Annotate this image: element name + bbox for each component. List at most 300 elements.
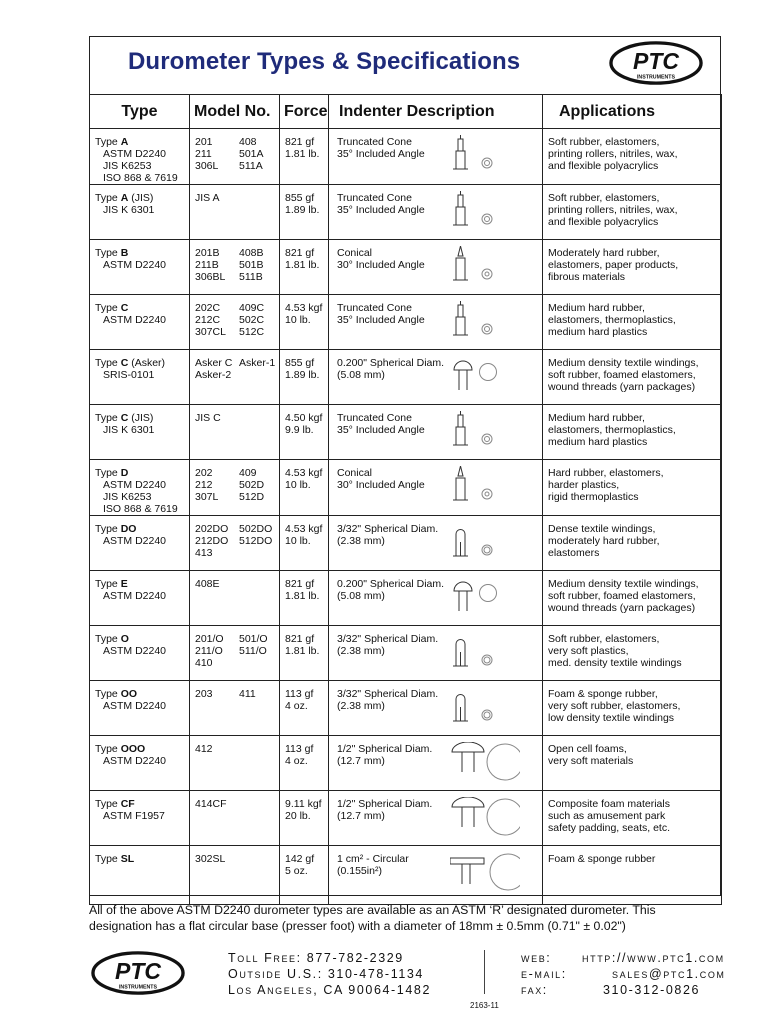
model-number: 502C: [239, 314, 265, 326]
applications-cell: [543, 460, 722, 516]
type-suffix: (JIS): [128, 192, 154, 204]
model-number: 408: [239, 136, 257, 148]
application-text: elastomers, paper products,: [548, 259, 679, 271]
type-cell: [90, 516, 190, 571]
model-number: 201B: [195, 247, 220, 259]
force-cell: [280, 295, 329, 350]
indenter-cell: [329, 129, 543, 185]
type-letter: E: [120, 578, 128, 590]
type-standard: ISO 868 & 7619: [103, 172, 178, 184]
application-text: Foam & sponge rubber,: [548, 688, 658, 700]
model-number: 414CF: [195, 798, 227, 810]
sphere-small-indenter-icon: [450, 632, 520, 676]
applications-cell: [543, 350, 722, 405]
footer-fax-label: fax:: [521, 983, 548, 997]
applications-cell: [543, 846, 722, 905]
ptc-logo-icon: [607, 40, 705, 86]
model-number: 502DO: [239, 523, 273, 535]
applications-cell: [543, 295, 722, 350]
type-letter: OOO: [120, 743, 146, 755]
indenter-cell: [329, 846, 543, 905]
sphere-small-indenter-icon: [450, 687, 520, 731]
applications-cell: [543, 185, 722, 240]
model-number: 512DO: [239, 535, 273, 547]
force-value: 821 gf: [285, 633, 315, 645]
indenter-description: 1/2" Spherical Diam.: [337, 798, 433, 810]
type-standard: ISO 868 & 7619: [103, 503, 178, 515]
application-text: rigid thermoplastics: [548, 491, 639, 503]
model-number: 203: [195, 688, 213, 700]
model-number: 409: [239, 467, 257, 479]
application-text: very soft rubber, elastomers,: [548, 700, 681, 712]
model-number: 512D: [239, 491, 265, 503]
force-cell: [280, 681, 329, 736]
type-prefix: Type: [95, 853, 121, 865]
table-header-row: [90, 95, 722, 129]
applications-cell: [543, 240, 722, 295]
force-value: 4.53 kgf: [285, 467, 323, 479]
force-cell: [280, 240, 329, 295]
model-cell: [190, 350, 280, 405]
astm-note: [89, 902, 729, 934]
model-number: 511B: [239, 271, 263, 283]
indenter-description: Truncated Cone: [337, 192, 412, 204]
type-letter: DO: [120, 523, 137, 535]
application-text: Medium hard rubber,: [548, 302, 645, 314]
sphere-large-indenter-icon: [450, 797, 520, 841]
type-prefix: Type: [95, 247, 121, 259]
type-name: [95, 743, 185, 755]
ptc-logo-icon: [89, 950, 187, 996]
model-number: 511A: [239, 160, 263, 172]
type-letter: A: [120, 192, 129, 204]
type-cell: [90, 681, 190, 736]
header-type: Type: [90, 95, 190, 129]
indenter-cell: [329, 571, 543, 626]
application-text: Open cell foams,: [548, 743, 627, 755]
force-value: 4 oz.: [285, 755, 308, 767]
force-value: 1.81 lb.: [285, 590, 320, 602]
type-cell: [90, 405, 190, 460]
type-cell: [90, 295, 190, 350]
application-text: wound threads (yarn packages): [548, 602, 696, 614]
application-text: Soft rubber, elastomers,: [548, 136, 660, 148]
table-row: [90, 405, 722, 460]
force-value: 821 gf: [285, 136, 315, 148]
truncated-cone-indenter-icon: [450, 191, 520, 235]
table-row: [90, 626, 722, 681]
force-cell: [280, 626, 329, 681]
model-number: 502D: [239, 479, 265, 491]
indenter-description: (2.38 mm): [337, 700, 385, 712]
type-name: [95, 523, 185, 535]
application-text: medium hard plastics: [548, 326, 648, 338]
force-value: 821 gf: [285, 247, 315, 259]
footer-fax-number: 310-312-0826: [603, 983, 701, 997]
indenter-description: Conical: [337, 467, 373, 479]
type-cell: [90, 571, 190, 626]
type-cell: [90, 240, 190, 295]
type-standard: JIS K6253: [103, 491, 152, 503]
application-text: med. density textile windings: [548, 657, 682, 669]
application-text: Hard rubber, elastomers,: [548, 467, 664, 479]
sphere-medium-indenter-icon: [450, 577, 520, 621]
type-name: [95, 192, 185, 204]
svg-text:INSTRUMENTS: INSTRUMENTS: [636, 74, 676, 81]
model-cell: [190, 681, 280, 736]
model-number: 306BL: [195, 271, 226, 283]
type-letter: A: [120, 136, 129, 148]
footer-web-label: web:: [521, 951, 552, 965]
table-row: [90, 846, 722, 905]
model-number: 212: [195, 479, 213, 491]
indenter-description: (5.08 mm): [337, 369, 385, 381]
model-cell: [190, 626, 280, 681]
applications-cell: [543, 129, 722, 185]
application-text: Soft rubber, elastomers,: [548, 633, 660, 645]
model-number: 211: [195, 148, 212, 160]
type-suffix: (Asker): [128, 357, 166, 369]
indenter-cell: [329, 736, 543, 791]
application-text: soft rubber, foamed elastomers,: [548, 590, 696, 602]
model-number: 410: [195, 657, 213, 669]
type-prefix: Type: [95, 467, 121, 479]
type-cell: [90, 736, 190, 791]
force-cell: [280, 736, 329, 791]
type-prefix: Type: [95, 192, 121, 204]
header-force: Force: [280, 95, 329, 129]
type-standard: JIS K 6301: [103, 204, 155, 216]
type-prefix: Type: [95, 412, 121, 424]
model-number: 306L: [195, 160, 219, 172]
type-standard: ASTM D2240: [103, 700, 167, 712]
table-row: [90, 295, 722, 350]
application-text: such as amusement park: [548, 810, 666, 822]
force-cell: [280, 846, 329, 905]
table-row: [90, 681, 722, 736]
force-cell: [280, 460, 329, 516]
force-value: 4 oz.: [285, 700, 308, 712]
model-number: 307CL: [195, 326, 226, 338]
indenter-description: Truncated Cone: [337, 302, 412, 314]
indenter-description: 30° Included Angle: [337, 259, 425, 271]
application-text: low density textile windings: [548, 712, 675, 724]
indenter-description: (2.38 mm): [337, 645, 385, 657]
indenter-description: (2.38 mm): [337, 535, 385, 547]
type-suffix: (JIS): [128, 412, 154, 424]
svg-text:PTC: PTC: [633, 47, 679, 74]
force-value: 4.53 kgf: [285, 523, 323, 535]
truncated-cone-indenter-icon: [450, 135, 520, 179]
type-prefix: Type: [95, 743, 121, 755]
indenter-description: (12.7 mm): [337, 755, 385, 767]
indenter-cell: [329, 185, 543, 240]
application-text: safety padding, seats, etc.: [548, 822, 670, 834]
model-number: 408E: [195, 578, 220, 590]
applications-cell: [543, 736, 722, 791]
table-row: [90, 516, 722, 571]
indenter-description: 35° Included Angle: [337, 424, 425, 436]
force-value: 20 lb.: [285, 810, 311, 822]
model-number: 409C: [239, 302, 265, 314]
model-number: 202C: [195, 302, 221, 314]
application-text: Foam & sponge rubber: [548, 853, 656, 865]
indenter-cell: [329, 791, 543, 846]
document-number: 2163-11: [470, 1001, 499, 1010]
force-value: 4.50 kgf: [285, 412, 323, 424]
type-standard: ASTM D2240: [103, 479, 167, 491]
footer-outside-us: Outside U.S.: 310-478-1134: [228, 967, 424, 981]
application-text: Medium density textile windings,: [548, 357, 699, 369]
type-letter: C: [120, 412, 129, 424]
force-value: 855 gf: [285, 357, 315, 369]
type-cell: [90, 626, 190, 681]
application-text: elastomers: [548, 547, 600, 559]
indenter-cell: [329, 516, 543, 571]
application-text: soft rubber, foamed elastomers,: [548, 369, 696, 381]
indenter-description: 35° Included Angle: [337, 148, 425, 160]
model-number: 408B: [239, 247, 264, 259]
type-prefix: Type: [95, 798, 121, 810]
type-name: [95, 247, 185, 259]
application-text: Dense textile windings,: [548, 523, 656, 535]
type-letter: C: [120, 357, 129, 369]
force-value: 1.89 lb.: [285, 204, 320, 216]
sphere-small-indenter-icon: [450, 522, 520, 566]
type-prefix: Type: [95, 357, 121, 369]
model-number: 411: [239, 688, 256, 700]
force-value: 5 oz.: [285, 865, 308, 877]
model-number: JIS A: [195, 192, 220, 204]
type-cell: [90, 846, 190, 905]
model-number: Asker C: [195, 357, 233, 369]
type-name: [95, 853, 185, 865]
application-text: elastomers, thermoplastics,: [548, 424, 676, 436]
force-value: 1.81 lb.: [285, 645, 320, 657]
indenter-description: (12.7 mm): [337, 810, 385, 822]
model-number: 211B: [195, 259, 219, 271]
indenter-description: 3/32" Spherical Diam.: [337, 688, 439, 700]
truncated-cone-indenter-icon: [450, 301, 520, 345]
type-name: [95, 357, 185, 369]
type-standard: ASTM D2240: [103, 645, 167, 657]
type-standard: ASTM F1957: [103, 810, 165, 822]
type-prefix: Type: [95, 633, 121, 645]
application-text: very soft materials: [548, 755, 634, 767]
model-cell: [190, 295, 280, 350]
force-value: 142 gf: [285, 853, 315, 865]
footer-email-label: e-mail:: [521, 967, 567, 981]
indenter-description: 0.200" Spherical Diam.: [337, 357, 445, 369]
model-cell: [190, 129, 280, 185]
force-cell: [280, 405, 329, 460]
header-indenter: Indenter Description: [329, 95, 543, 129]
table-row: [90, 185, 722, 240]
svg-text:INSTRUMENTS: INSTRUMENTS: [118, 984, 158, 991]
table-row: [90, 350, 722, 405]
type-standard: SRIS-0101: [103, 369, 155, 381]
application-text: Composite foam materials: [548, 798, 670, 810]
model-number: 501B: [239, 259, 264, 271]
type-letter: O: [120, 633, 129, 645]
model-cell: [190, 405, 280, 460]
application-text: Soft rubber, elastomers,: [548, 192, 660, 204]
model-number: Asker-1: [239, 357, 276, 369]
type-cell: [90, 185, 190, 240]
indenter-description: 3/32" Spherical Diam.: [337, 633, 439, 645]
force-value: 10 lb.: [285, 535, 311, 547]
application-text: and flexible polyacrylics: [548, 160, 659, 172]
sphere-large-indenter-icon: [450, 742, 520, 786]
type-name: [95, 578, 185, 590]
indenter-description: 1 cm² - Circular: [337, 853, 409, 865]
application-text: wound threads (yarn packages): [548, 381, 696, 393]
type-letter: SL: [120, 853, 135, 865]
model-number: 211/O: [195, 645, 223, 657]
note-line: designation has a flat circular base (presser foot) with a diameter of 18mm ± 0.5mm (0.71" ± 0.02"): [89, 919, 626, 933]
type-letter: CF: [120, 798, 135, 810]
application-text: fibrous materials: [548, 271, 626, 283]
type-name: [95, 302, 185, 314]
footer-toll-free: Toll Free: 877-782-2329: [228, 951, 404, 965]
durometer-spec-table: [89, 94, 722, 905]
application-text: and flexible polyacrylics: [548, 216, 659, 228]
table-row: [90, 460, 722, 516]
type-standard: ASTM D2240: [103, 259, 167, 271]
model-cell: [190, 791, 280, 846]
application-text: Medium hard rubber,: [548, 412, 645, 424]
indenter-description: 0.200" Spherical Diam.: [337, 578, 445, 590]
application-text: Moderately hard rubber,: [548, 247, 660, 259]
model-number: 302SL: [195, 853, 226, 865]
force-cell: [280, 350, 329, 405]
model-cell: [190, 185, 280, 240]
model-number: 212DO: [195, 535, 229, 547]
page-title: Durometer Types & Specifications: [128, 48, 521, 75]
force-cell: [280, 516, 329, 571]
application-text: harder plastics,: [548, 479, 620, 491]
type-cell: [90, 460, 190, 516]
force-value: 113 gf: [285, 743, 314, 755]
type-prefix: Type: [95, 136, 121, 148]
type-prefix: Type: [95, 688, 121, 700]
application-text: printing rollers, nitriles, wax,: [548, 204, 678, 216]
conical-indenter-icon: [450, 466, 520, 510]
applications-cell: [543, 681, 722, 736]
force-value: 4.53 kgf: [285, 302, 323, 314]
type-name: [95, 633, 185, 645]
model-cell: [190, 240, 280, 295]
force-value: 113 gf: [285, 688, 314, 700]
type-prefix: Type: [95, 523, 121, 535]
conical-indenter-icon: [450, 246, 520, 290]
type-prefix: Type: [95, 302, 121, 314]
model-cell: [190, 571, 280, 626]
footer-address: Los Angeles, CA 90064-1482: [228, 983, 432, 997]
indenter-description: Truncated Cone: [337, 412, 412, 424]
svg-text:PTC: PTC: [115, 957, 161, 984]
applications-cell: [543, 626, 722, 681]
type-letter: D: [120, 467, 129, 479]
header-applications: Applications: [543, 95, 722, 129]
model-number: 501/O: [239, 633, 268, 645]
application-text: elastomers, thermoplastics,: [548, 314, 676, 326]
type-prefix: Type: [95, 578, 121, 590]
type-cell: [90, 129, 190, 185]
application-text: very soft plastics,: [548, 645, 629, 657]
indenter-cell: [329, 295, 543, 350]
model-number: 413: [195, 547, 213, 559]
model-number: 512C: [239, 326, 265, 338]
type-standard: ASTM D2240: [103, 148, 167, 160]
table-row: [90, 129, 722, 185]
circular-base-indenter-icon: [450, 852, 520, 896]
force-cell: [280, 791, 329, 846]
model-number: 307L: [195, 491, 219, 503]
applications-cell: [543, 571, 722, 626]
table-row: [90, 791, 722, 846]
force-value: 9.9 lb.: [285, 424, 314, 436]
header-model: Model No.: [190, 95, 280, 129]
type-cell: [90, 350, 190, 405]
model-cell: [190, 736, 280, 791]
ptc-logo-footer: [89, 950, 187, 996]
table-row: [90, 571, 722, 626]
application-text: Medium density textile windings,: [548, 578, 699, 590]
type-cell: [90, 791, 190, 846]
indenter-description: Conical: [337, 247, 373, 259]
force-value: 1.81 lb.: [285, 148, 320, 160]
model-cell: [190, 846, 280, 905]
sphere-medium-indenter-icon: [450, 356, 520, 400]
applications-cell: [543, 405, 722, 460]
footer-divider: [484, 950, 485, 994]
indenter-description: 3/32" Spherical Diam.: [337, 523, 439, 535]
type-letter: OO: [120, 688, 138, 700]
footer-email-link[interactable]: sales@ptc1.com: [612, 967, 726, 981]
force-cell: [280, 571, 329, 626]
type-name: [95, 798, 185, 810]
indenter-description: 35° Included Angle: [337, 314, 425, 326]
type-standard: ASTM D2240: [103, 314, 167, 326]
indenter-description: (0.155in²): [337, 865, 382, 877]
indenter-cell: [329, 405, 543, 460]
type-name: [95, 136, 185, 148]
indenter-description: (5.08 mm): [337, 590, 385, 602]
model-cell: [190, 516, 280, 571]
application-text: moderately hard rubber,: [548, 535, 660, 547]
model-number: JIS C: [195, 412, 221, 424]
type-name: [95, 412, 185, 424]
force-cell: [280, 129, 329, 185]
force-value: 821 gf: [285, 578, 315, 590]
type-name: [95, 688, 185, 700]
footer-web-link[interactable]: http://www.ptc1.com: [582, 951, 725, 965]
model-number: 501A: [239, 148, 264, 160]
type-standard: JIS K6253: [103, 160, 152, 172]
model-number: Asker-2: [195, 369, 232, 381]
model-number: 202: [195, 467, 213, 479]
note-line: All of the above ASTM D2240 durometer types are available as an ASTM ‘R’ designated durometer. This: [89, 903, 656, 917]
type-name: [95, 467, 185, 479]
type-standard: ASTM D2240: [103, 590, 167, 602]
applications-cell: [543, 791, 722, 846]
indenter-cell: [329, 460, 543, 516]
model-number: 201/O: [195, 633, 224, 645]
type-standard: ASTM D2240: [103, 755, 167, 767]
indenter-cell: [329, 626, 543, 681]
force-value: 1.81 lb.: [285, 259, 320, 271]
